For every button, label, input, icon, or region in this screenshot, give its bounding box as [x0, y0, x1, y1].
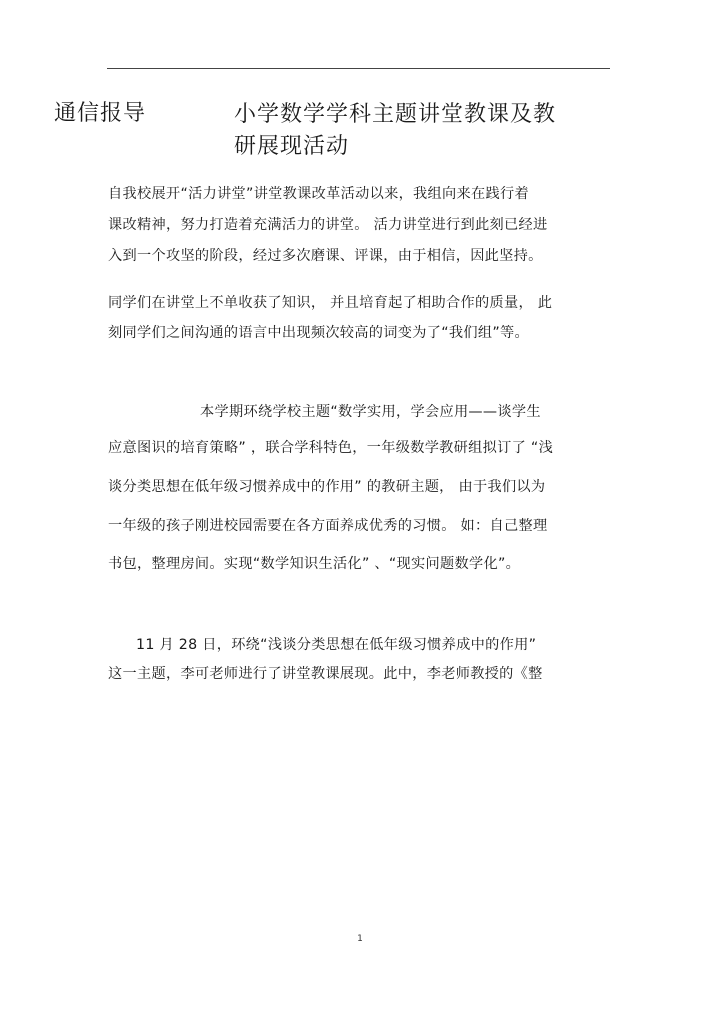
paragraph-4-line-1: 11 月 28 日，环绕“浅谈分类思想在低年级习惯养成中的作用”: [136, 637, 537, 653]
news-kicker: 通信报导: [54, 101, 147, 126]
paragraph-3-line-1: 本学期环绕学校主题“数学实用，学会应用——谈学生: [200, 404, 541, 420]
paragraph-3-line-4: 一年级的孩子刚进校园需要在各方面养成优秀的习惯。 如：自己整理: [108, 518, 548, 534]
page-number: 1: [357, 934, 363, 944]
paragraph-3-line-3: 谈分类思想在低年级习惯养成中的作用” 的教研主题， 由于我们以为: [108, 479, 546, 495]
paragraph-1-line-2: 课改精神，努力打造着充满活力的讲堂。 活力讲堂进行到此刻已经进: [108, 217, 548, 233]
article-title: [234, 99, 556, 163]
article-title-line-1: 小学数学学科主题讲堂教课及教: [234, 102, 557, 127]
article-title-line-2: 研展现活动: [234, 134, 350, 159]
paragraph-2-line-1: 同学们在讲堂上不单收获了知识， 并且培育起了相助合作的质量， 此: [108, 295, 553, 311]
paragraph-2-line-2: 刻同学们之间沟通的语言中出现频次较高的词变为了“我们组”等。: [108, 325, 529, 341]
paragraph-1-line-1: 自我校展开“活力讲堂”讲堂教课改革活动以来，我组向来在践行着: [108, 186, 529, 202]
paragraph-3-line-5: 书包，整理房间。实现“数学知识生活化” 、“现实问题数学化”。: [108, 556, 521, 572]
paragraph-4-line-2: 这一主题，李可老师进行了讲堂教课展现。此中，李老师教授的《整: [108, 666, 543, 682]
paragraph-1-line-3: 入到一个攻坚的阶段，经过多次磨课、评课，由于相信，因此坚持。: [108, 248, 543, 264]
paragraph-3-line-2: 应意图识的培育策略” ，联合学科特色，一年级数学教研组拟订了 “浅: [108, 440, 554, 456]
header-rule: [107, 68, 610, 69]
